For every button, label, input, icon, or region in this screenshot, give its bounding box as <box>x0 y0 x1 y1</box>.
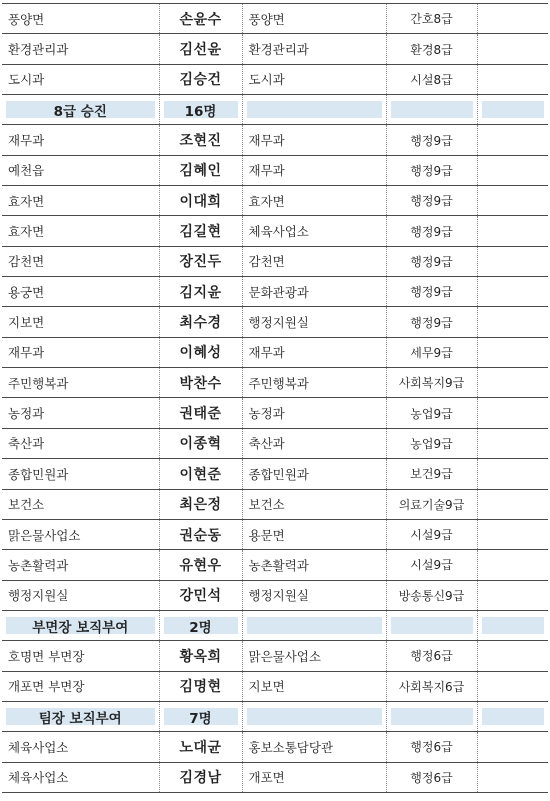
empty-cell <box>477 398 548 428</box>
grade-cell: 행정9급 <box>386 125 477 155</box>
current-dept-cell: 호명면 부면장 <box>2 641 159 671</box>
current-dept-cell: 효자면 <box>2 216 159 246</box>
grade-cell: 환경8급 <box>386 34 477 64</box>
grade-cell: 행정9급 <box>386 277 477 307</box>
section-highlight-bar <box>391 101 473 118</box>
empty-cell <box>477 489 548 519</box>
table-row <box>2 519 548 549</box>
person-name-cell: 김길현 <box>159 216 242 246</box>
current-dept-cell: 보건소 <box>2 489 159 519</box>
new-dept-cell: 감천면 <box>242 246 386 276</box>
new-dept-cell: 효자면 <box>242 186 386 216</box>
grade-cell: 농업9급 <box>386 398 477 428</box>
empty-cell <box>477 4 548 34</box>
table-row <box>2 428 548 458</box>
grade-cell: 행정9급 <box>386 186 477 216</box>
section-count-text: 2명 <box>189 619 212 636</box>
table-row <box>2 580 548 610</box>
section-empty-cell <box>477 701 548 731</box>
person-name-cell: 김혜인 <box>159 155 242 185</box>
empty-cell <box>477 641 548 671</box>
empty-cell <box>477 732 548 762</box>
new-dept-cell: 용문면 <box>242 519 386 549</box>
new-dept-cell: 지보면 <box>242 671 386 701</box>
empty-cell <box>477 34 548 64</box>
table-row <box>2 762 548 792</box>
section-header-row <box>2 95 548 125</box>
current-dept-cell: 감천면 <box>2 246 159 276</box>
grade-cell: 사회복지6급 <box>386 671 477 701</box>
current-dept-cell: 재무과 <box>2 125 159 155</box>
empty-cell <box>477 762 548 792</box>
section-highlight-bar <box>247 617 382 634</box>
new-dept-cell: 행정지원실 <box>242 580 386 610</box>
section-empty-cell <box>242 95 386 125</box>
table-row <box>2 489 548 519</box>
new-dept-cell: 개포면 <box>242 762 386 792</box>
section-highlight-bar <box>482 708 545 725</box>
empty-cell <box>477 155 548 185</box>
grade-cell: 세무9급 <box>386 337 477 367</box>
grade-cell: 사회복지9급 <box>386 368 477 398</box>
section-empty-cell <box>386 95 477 125</box>
person-name-cell: 최수경 <box>159 307 242 337</box>
new-dept-cell: 문화관광과 <box>242 277 386 307</box>
new-dept-cell: 도시과 <box>242 64 386 94</box>
empty-cell <box>477 277 548 307</box>
new-dept-cell: 맑은물사업소 <box>242 641 386 671</box>
section-highlight-bar <box>482 101 545 118</box>
section-header-row <box>2 701 548 731</box>
section-count-text: 7명 <box>189 710 212 727</box>
new-dept-cell: 풍양면 <box>242 4 386 34</box>
section-header-row <box>2 610 548 640</box>
empty-cell <box>477 307 548 337</box>
section-highlight-bar <box>391 708 473 725</box>
section-highlight-bar <box>247 101 382 118</box>
empty-cell <box>477 671 548 701</box>
table-row <box>2 307 548 337</box>
new-dept-cell: 보건소 <box>242 489 386 519</box>
table-row <box>2 277 548 307</box>
new-dept-cell: 홍보소통담당관 <box>242 732 386 762</box>
grade-cell: 행정6급 <box>386 732 477 762</box>
new-dept-cell: 행정지원실 <box>242 307 386 337</box>
new-dept-cell: 재무과 <box>242 155 386 185</box>
section-label <box>2 701 159 731</box>
current-dept-cell: 개포면 부면장 <box>2 671 159 701</box>
table-row <box>2 216 548 246</box>
grade-cell: 행정9급 <box>386 155 477 185</box>
grade-cell: 농업9급 <box>386 428 477 458</box>
current-dept-cell: 지보면 <box>2 307 159 337</box>
person-name-cell: 김선윤 <box>159 34 242 64</box>
table-row <box>2 732 548 762</box>
new-dept-cell: 주민행복과 <box>242 368 386 398</box>
person-name-cell: 유현우 <box>159 550 242 580</box>
new-dept-cell: 환경관리과 <box>242 34 386 64</box>
section-empty-cell <box>477 610 548 640</box>
section-label <box>2 610 159 640</box>
new-dept-cell: 재무과 <box>242 337 386 367</box>
person-name-cell: 김승건 <box>159 64 242 94</box>
person-name-cell: 박찬수 <box>159 368 242 398</box>
current-dept-cell: 종합민원과 <box>2 459 159 489</box>
section-count <box>159 95 242 125</box>
section-empty-cell <box>242 610 386 640</box>
section-label <box>2 95 159 125</box>
table-row <box>2 459 548 489</box>
section-empty-cell <box>386 610 477 640</box>
person-name-cell: 이현준 <box>159 459 242 489</box>
person-name-cell: 손윤수 <box>159 4 242 34</box>
table-row <box>2 671 548 701</box>
new-dept-cell: 농촌활력과 <box>242 550 386 580</box>
grade-cell: 행정9급 <box>386 216 477 246</box>
empty-cell <box>477 186 548 216</box>
table-row <box>2 368 548 398</box>
empty-cell <box>477 550 548 580</box>
person-name-cell: 권태준 <box>159 398 242 428</box>
current-dept-cell: 도시과 <box>2 64 159 94</box>
grade-cell: 행정9급 <box>386 246 477 276</box>
section-empty-cell <box>242 701 386 731</box>
section-count <box>159 701 242 731</box>
table-row <box>2 125 548 155</box>
empty-cell <box>477 64 548 94</box>
table-row <box>2 34 548 64</box>
grade-cell: 시설9급 <box>386 550 477 580</box>
table-row <box>2 186 548 216</box>
new-dept-cell: 종합민원과 <box>242 459 386 489</box>
table-row <box>2 64 548 94</box>
current-dept-cell: 재무과 <box>2 337 159 367</box>
personnel-table <box>2 3 548 793</box>
person-name-cell: 장진두 <box>159 246 242 276</box>
table-row <box>2 155 548 185</box>
current-dept-cell: 효자면 <box>2 186 159 216</box>
table-row <box>2 337 548 367</box>
empty-cell <box>477 246 548 276</box>
section-label-text: 부면장 보직부여 <box>32 619 129 636</box>
person-name-cell: 황옥희 <box>159 641 242 671</box>
grade-cell: 시설9급 <box>386 519 477 549</box>
grade-cell: 보건9급 <box>386 459 477 489</box>
person-name-cell: 이대희 <box>159 186 242 216</box>
grade-cell: 행정9급 <box>386 307 477 337</box>
table-row <box>2 641 548 671</box>
current-dept-cell: 풍양면 <box>2 4 159 34</box>
person-name-cell: 김경남 <box>159 762 242 792</box>
person-name-cell: 권순동 <box>159 519 242 549</box>
section-highlight-bar <box>247 708 382 725</box>
section-highlight-bar <box>482 617 545 634</box>
current-dept-cell: 농촌활력과 <box>2 550 159 580</box>
current-dept-cell: 축산과 <box>2 428 159 458</box>
empty-cell <box>477 580 548 610</box>
current-dept-cell: 맑은물사업소 <box>2 519 159 549</box>
section-label-text: 팀장 보직부여 <box>38 710 122 727</box>
new-dept-cell: 농정과 <box>242 398 386 428</box>
empty-cell <box>477 368 548 398</box>
section-count <box>159 610 242 640</box>
person-name-cell: 최은정 <box>159 489 242 519</box>
empty-cell <box>477 459 548 489</box>
empty-cell <box>477 216 548 246</box>
person-name-cell: 이종혁 <box>159 428 242 458</box>
person-name-cell: 김지윤 <box>159 277 242 307</box>
person-name-cell: 김명현 <box>159 671 242 701</box>
current-dept-cell: 예천읍 <box>2 155 159 185</box>
person-name-cell: 노대균 <box>159 732 242 762</box>
grade-cell: 방송통신9급 <box>386 580 477 610</box>
grade-cell: 행정6급 <box>386 762 477 792</box>
table-row <box>2 246 548 276</box>
person-name-cell: 이혜성 <box>159 337 242 367</box>
table-row <box>2 550 548 580</box>
empty-cell <box>477 337 548 367</box>
empty-cell <box>477 519 548 549</box>
grade-cell: 의료기술9급 <box>386 489 477 519</box>
current-dept-cell: 주민행복과 <box>2 368 159 398</box>
new-dept-cell: 체육사업소 <box>242 216 386 246</box>
person-name-cell: 조현진 <box>159 125 242 155</box>
current-dept-cell: 용궁면 <box>2 277 159 307</box>
person-name-cell: 강민석 <box>159 580 242 610</box>
section-highlight-bar <box>391 617 473 634</box>
current-dept-cell: 행정지원실 <box>2 580 159 610</box>
section-empty-cell <box>477 95 548 125</box>
grade-cell: 행정6급 <box>386 641 477 671</box>
new-dept-cell: 축산과 <box>242 428 386 458</box>
current-dept-cell: 체육사업소 <box>2 762 159 792</box>
section-count-text: 16명 <box>184 103 217 120</box>
table-row <box>2 4 548 34</box>
table-row <box>2 398 548 428</box>
section-empty-cell <box>386 701 477 731</box>
empty-cell <box>477 428 548 458</box>
current-dept-cell: 체육사업소 <box>2 732 159 762</box>
new-dept-cell: 재무과 <box>242 125 386 155</box>
section-label-text: 8급 승진 <box>53 103 107 120</box>
grade-cell: 시설8급 <box>386 64 477 94</box>
grade-cell: 간호8급 <box>386 4 477 34</box>
empty-cell <box>477 125 548 155</box>
current-dept-cell: 농정과 <box>2 398 159 428</box>
current-dept-cell: 환경관리과 <box>2 34 159 64</box>
